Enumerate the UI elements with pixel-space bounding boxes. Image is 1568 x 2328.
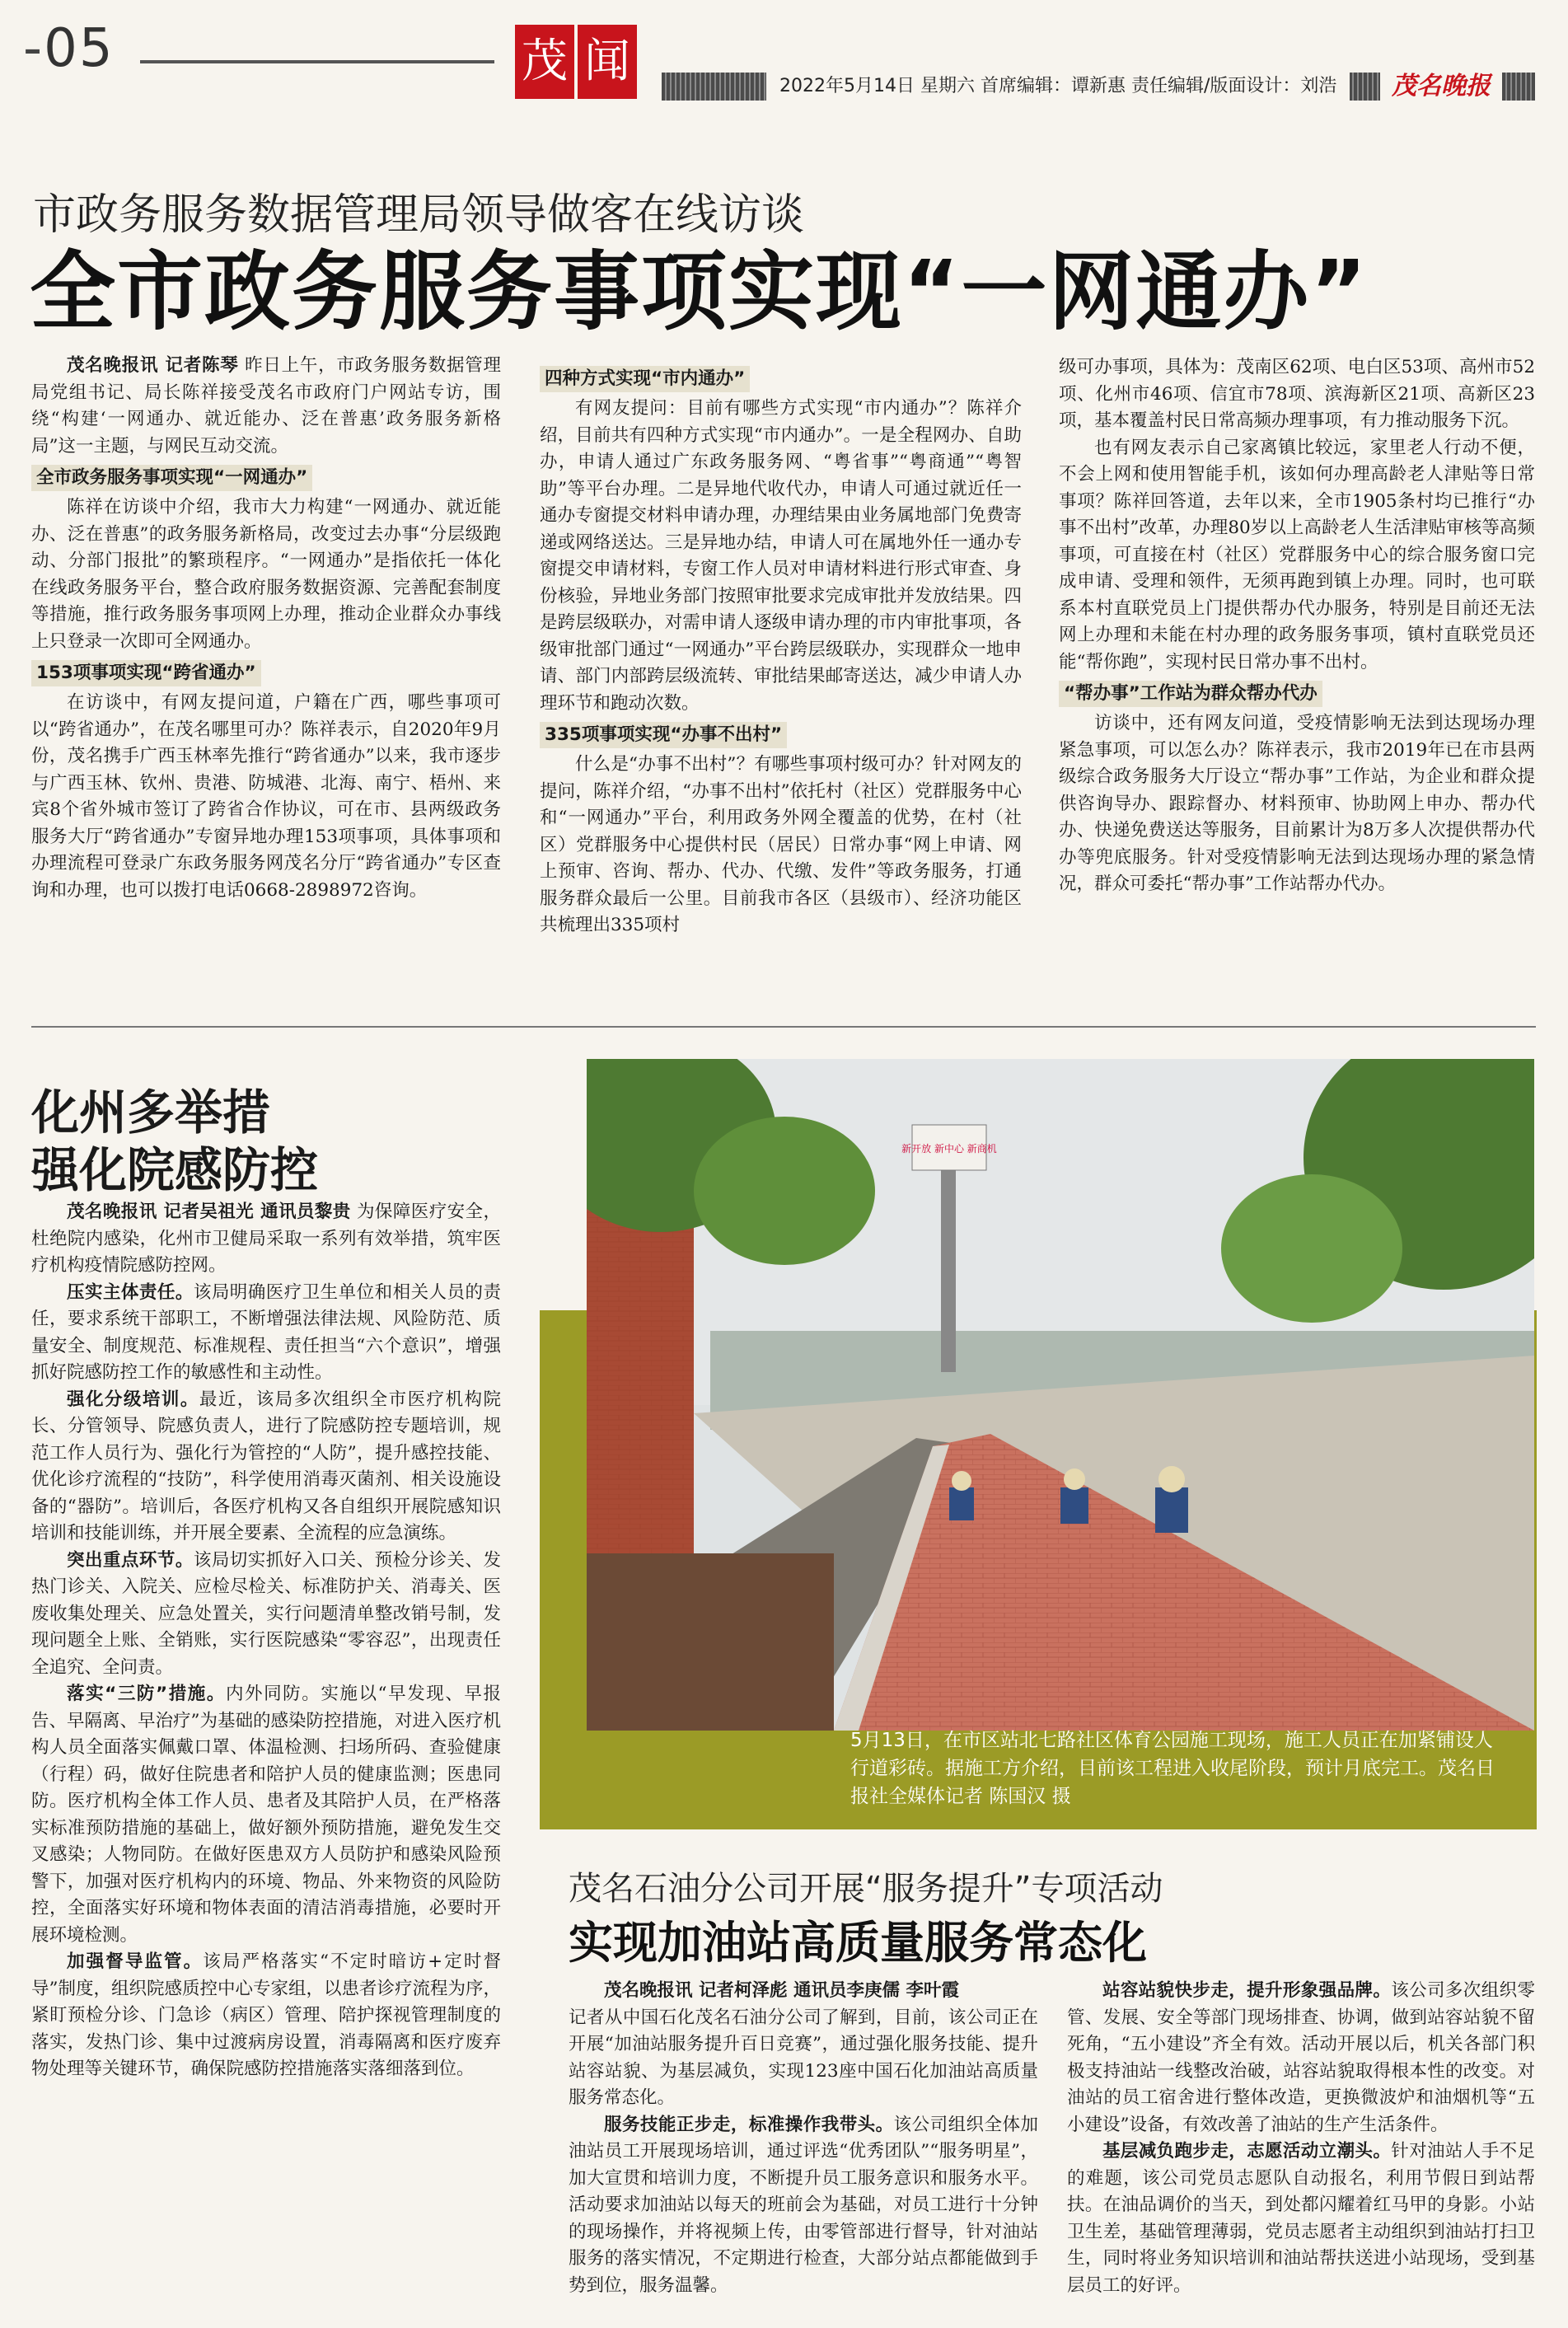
paragraph-heading: 站容站貌快步走，提升形象强品牌。 — [1102, 1980, 1392, 2001]
paragraph: 也有网友表示自己家离镇比较远，家里老人行动不便，不会上网和使用智能手机，该如何办理高龄老人津贴等日常事项？陈祥回答道，去年以来，全市1905条村均已推行“办事不出村”改革，办理80岁以上高龄老人生活津贴审核等高频事项，可直接在村（社区）党群服务中心的综合服务窗口完成申请、受理和领件，无须再跑到镇上办理。同时，也可联系本村直联党员上门提供帮办代办服务，特别是目前还无法网上办理和未能在村办理的政务服务事项，镇村直联党员还能“帮你跑”，实现村民日常办事不出村。 — [1059, 437, 1535, 672]
byline: 茂名晚报讯 记者陈琴 — [67, 355, 239, 376]
paragraph: 最近，该局多次组织全市医疗机构院长、分管领导、院感负责人，进行了院感防控专题培训，规范工作人员行为、强化行为管控的“人防”，提升感控技能、优化诊疗流程的“技防”，科学使用消毒灭菌剂、相关设施设备的“器防”。培训后，各医疗机构又各自组织开展院感知识培训和技能训练，并开展全要素、全流程的应急演练。 — [31, 1389, 501, 1543]
paragraph: 昨日上午，市政务服务数据管理局党组书记、局长陈祥接受茂名市政府门户网站专访，围绕“构建‘一网通办、就近能办、泛在普惠’政务服务新格局”这一主题，与网民互动交流。 — [31, 355, 501, 457]
paragraph-heading: 压实主体责任。 — [67, 1281, 194, 1303]
photo-caption: 5月13日，在市区站北七路社区体育公园施工现场，施工人员正在加紧铺设人行道彩砖。据施工方介绍，目前该工程进入收尾阶段，预计月底完工。茂名日报社全媒体记者 陈国汉 摄 — [850, 1730, 1495, 1807]
story2-title — [31, 1084, 318, 1199]
story2-body — [31, 1199, 501, 2083]
paragraph: 有网友提问：目前有哪些方式实现“市内通办”？陈祥介绍，目前共有四种方式实现“市内通办”。一是全程网办、自助办，申请人通过广东政务服务网、“粤省事”“粤商通”“粤智助”等平台办理。二是异地代收代办，申请人可通过就近任一通办专窗提交材料申请办理，办理结果由业务属地部门免费寄递或网络送达。三是异地办结，申请人可在属地外任一通办专窗提交申请材料，专窗工作人员对申请材料进行形式审查、身份核验，异地业务部门按照审批要求完成审批并发放结果。四是跨层级联办，对需申请人逐级申请办理的市内审批事项，各级审批部门通过“一网通办”平台跨层级联办，实现群众一地申请、部门内部跨层级流转、审批结果邮寄送达，减少申请人办理环节和跑动次数。 — [540, 398, 1022, 714]
paragraph: 该公司组织全体加油站员工开展现场培训，通过评选“优秀团队”“服务明星”，加大宣贯和培训力度，不断提升员工服务意识和服务水平。活动要求加油站以每天的班前会为基础，对员工进行十分钟的现场操作，并将视频上传，由零管部进行督导，针对油站服务的落实情况，不定期进行检查，大部分站点都能做到手势到位，服务温馨。 — [569, 2114, 1038, 2296]
paragraph-heading: 加强督导监管。 — [67, 1951, 204, 1972]
paragraph: 什么是“办事不出村”？有哪些事项村级可办？针对网友的提问，陈祥介绍，“办事不出村”依托村（社区）党群服务中心和“一网通办”平台，利用政务外网全覆盖的优势，在村（社区）党群服务中心提供村民（居民）日常办事“网上申请、网上预审、咨询、帮办、代办、代缴、发件”等政务服务，打通服务群众最后一公里。目前我市各区（县级市）、经济功能区共梳理出335项村 — [540, 754, 1022, 935]
story1-kicker: 市政务服务数据管理局领导做客在线访谈 — [33, 190, 805, 240]
paragraph: 记者从中国石化茂名石油分公司了解到，目前，该公司正在开展“加油站服务提升百日竞赛”，通过强化服务技能、提升站容站貌、为基层减负，实现123座中国石化加油站高质量服务常态化。 — [569, 2007, 1038, 2108]
construction-photo — [587, 1059, 1534, 1731]
billboard-text: 新开放 新中心 新商机 — [901, 1143, 997, 1155]
story1-column-3 — [1059, 354, 1535, 898]
story3-kicker: 茂名石油分公司开展“服务提升”专项活动 — [569, 1870, 1163, 1908]
section-tag — [515, 25, 640, 99]
story3-column-2 — [1067, 1978, 1535, 2299]
subheading: 335项事项实现“办事不出村” — [540, 722, 787, 748]
paragraph: 在访谈中，有网友提问道，户籍在广西，哪些事项可以“跨省通办”，在茂名哪里可办？陈祥表示，自2020年9月份，茂名携手广西玉林率先推行“跨省通办”以来，我市逐步与广西玉林、钦州、贵港、防城港、北海、南宁、梧州、来宾8个省外城市签订了跨省合作协议，可在市、县两级政务服务大厅“跨省通办”专窗异地办理153项事项，具体事项和办理流程可登录广东政务服务网茂名分厅“跨省通办”专区查询和办理，也可以拨打电话0668-2898972咨询。 — [31, 692, 501, 901]
paragraph: 该局明确医疗卫生单位和相关人员的责任，要求系统干部职工，不断增强法律法规、风险防范、质量安全、制度规范、标准规程、责任担当“六个意识”，增强抓好院感防控工作的敏感性和主动性。 — [31, 1281, 501, 1383]
section-rule — [31, 1026, 1536, 1028]
paragraph-heading: 落实“三防”措施。 — [67, 1684, 226, 1704]
section-char: 闻 — [578, 25, 637, 99]
paragraph-heading: 基层减负跑步走，志愿活动立潮头。 — [1102, 2141, 1392, 2162]
paper-logo: 茂名晚报 — [1380, 69, 1502, 104]
paragraph: 陈祥在访谈中介绍，我市大力构建“一网通办、就近能办、泛在普惠”的政务服务新格局，改变过去办事“分层级跑动、分部门报批”的繁琐程序。“一网通办”是指依托一体化在线政务服务平台，整合政府服务数据资源、完善配套制度等措施，推行政务服务事项网上办理，推动企业群众办事线上只登录一次即可全网通办。 — [31, 497, 501, 652]
byline: 茂名晚报讯 记者吴祖光 通讯员黎贵 — [67, 1201, 351, 1222]
story1-title: 全市政务服务事项实现“一网通办” — [30, 241, 1369, 342]
title-line: 强化院感防控 — [31, 1142, 319, 1198]
subheading: “帮办事”工作站为群众帮办代办 — [1059, 681, 1322, 707]
photo-illustration — [587, 1059, 1534, 1731]
story3-title: 实现加油站高质量服务常态化 — [569, 1917, 1147, 1969]
paragraph-heading: 强化分级培训。 — [67, 1389, 199, 1410]
paragraph: 内外同防。实施以“早发现、早报告、早隔离、早治疗”为基础的感染防控措施，对进入医疗机构人员全面落实佩戴口罩、体温检测、扫场所码、查验健康（行程）码，做好住院患者和陪护人员的健康监测；医患同防。医疗机构全体工作人员、患者及其陪护人员，在严格落实标准预防措施的基础上，做好额外预防措施，避免发生交叉感染；人物同防。在做好医患双方人员防护和感染风险预警下，加强对医疗机构内的环境、物品、外来物资的风险防控，全面落实好环境和物体表面的清洁消毒措施，必要时开展环境检测。 — [31, 1684, 502, 1946]
subheading: 四种方式实现“市内通办” — [540, 366, 750, 392]
story1-column-1 — [31, 353, 501, 904]
issue-info: 2022年5月14日 星期六 首席编辑：谭新惠 责任编辑/版面设计：刘浩 — [766, 73, 1350, 101]
paragraph-heading: 突出重点环节。 — [67, 1549, 194, 1571]
page-number: -05 — [23, 18, 115, 79]
story1-column-2 — [540, 361, 1022, 939]
header-divider — [140, 60, 494, 63]
paragraph: 该局严格落实“不定时暗访+定时督导”制度，组织院感质控中心专家组，以患者诊疗流程为序，紧盯预检分诊、门急诊（病区）管理、陪护探视管理制度的落实，发热门诊、集中过渡病房设置，消毒隔离和医疗废弃物处理等关键环节，确保院感防控措施落实落细落到位。 — [31, 1951, 501, 2079]
paragraph: 访谈中，还有网友问道，受疫情影响无法到达现场办理紧急事项，可以怎么办？陈祥表示，我市2019年已在市县两级综合政务服务大厅设立“帮办事”工作站，为企业和群众提供咨询导办、跟踪督办、材料预审、协助网上申办、帮办代办、快递免费送达等服务，目前累计为8万多人次提供帮办代办等兜底服务。针对受疫情影响无法到达现场办理的紧急情况，群众可委托“帮办事”工作站帮办代办。 — [1059, 713, 1535, 894]
paragraph-heading: 服务技能正步走，标准操作我带头。 — [604, 2114, 894, 2135]
section-char: 茂 — [515, 25, 574, 99]
byline: 茂名晚报讯 记者柯泽彪 通讯员李庚儒 李叶霞 — [604, 1980, 959, 2001]
paragraph: 该公司多次组织零管、发展、安全等部门现场排查、协调，做到站容站貌不留死角，“五小建设”齐全有效。活动开展以后，机关各部门积极支持油站一线整改治破，站容站貌取得根本性的改变。对油站的员工宿舍进行整体改造，更换微波炉和油烟机等“五小建设”设备，有效改善了油站的生产生活条件。 — [1067, 1980, 1535, 2135]
paragraph: 针对油站人手不足的难题，该公司党员志愿队自动报名，利用节假日到站帮扶。在油品调价的当天，到处都闪耀着红马甲的身影。小站卫生差，基础管理薄弱，党员志愿者主动组织到油站打扫卫生，同时将业务知识培训和油站帮扶送进小站现场，受到基层员工的好评。 — [1067, 2141, 1535, 2296]
title-line: 化州多举措 — [31, 1084, 271, 1141]
paragraph: 该局切实抓好入口关、预检分诊关、发热门诊关、入院关、应检尽检关、标准防护关、消毒关、医废收集处理关、应急处置关，实行问题清单整改销号制，发现问题全上账、全销账，实行医院感染“零容忍”，出现责任全追究、全问责。 — [31, 1549, 501, 1678]
subheading: 153项事项实现“跨省通办” — [31, 660, 261, 686]
paragraph: 级可办事项，具体为：茂南区62项、电白区53项、高州市52项、化州市46项、信宜市78项、滨海新区21项、高新区23项，基本覆盖村民日常高频办理事项，有力推动服务下沉。 — [1059, 357, 1535, 431]
paragraph: 为保障医疗安全，杜绝院内感染，化州市卫健局采取一系列有效举措，筑牢医疗机构疫情院感防控网。 — [31, 1201, 501, 1276]
subheading: 全市政务服务事项实现“一网通办” — [31, 465, 312, 491]
story3-column-1 — [569, 1978, 1038, 2299]
